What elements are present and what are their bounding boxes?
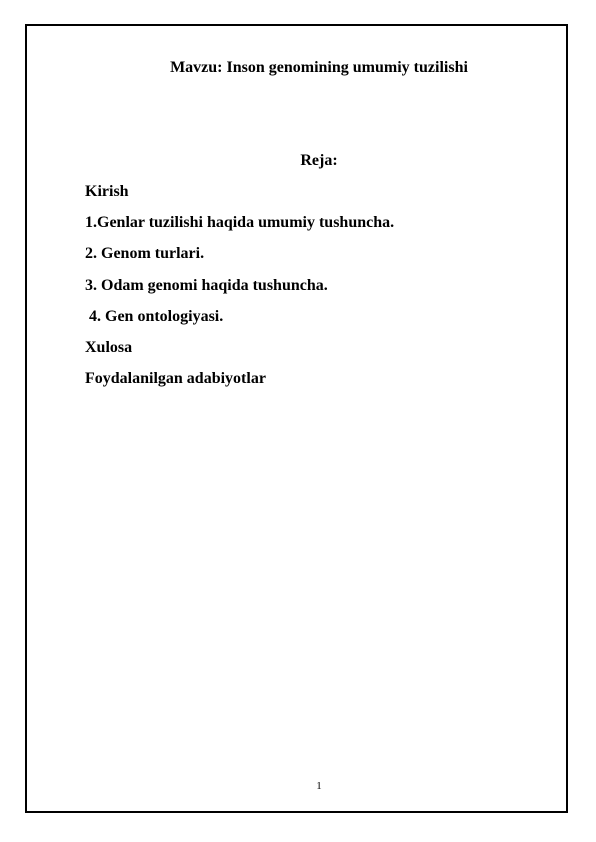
plan-heading: Reja: [300, 152, 338, 169]
plan-item-human-genome: 3. Odam genomi haqida tushuncha. [85, 276, 328, 294]
document-title: Mavzu: Inson genomining umumiy tuzilishi [170, 59, 468, 76]
plan-item-introduction: Kirish [85, 183, 129, 200]
plan-item-gene-ontology: 4. Gen ontologiyasi. [85, 307, 224, 325]
plan-item-gene-structure: 1.Genlar tuzilishi haqida umumiy tushuncha. [85, 214, 395, 232]
page-border [25, 24, 568, 813]
plan-item-conclusion: Xulosa [85, 338, 133, 356]
page-number: 1 [316, 780, 322, 792]
plan-list [85, 183, 394, 401]
plan-item-genome-types: 2. Genom turlari. [85, 245, 205, 263]
plan-item-references: Foydalanilgan adabiyotlar [85, 370, 266, 388]
